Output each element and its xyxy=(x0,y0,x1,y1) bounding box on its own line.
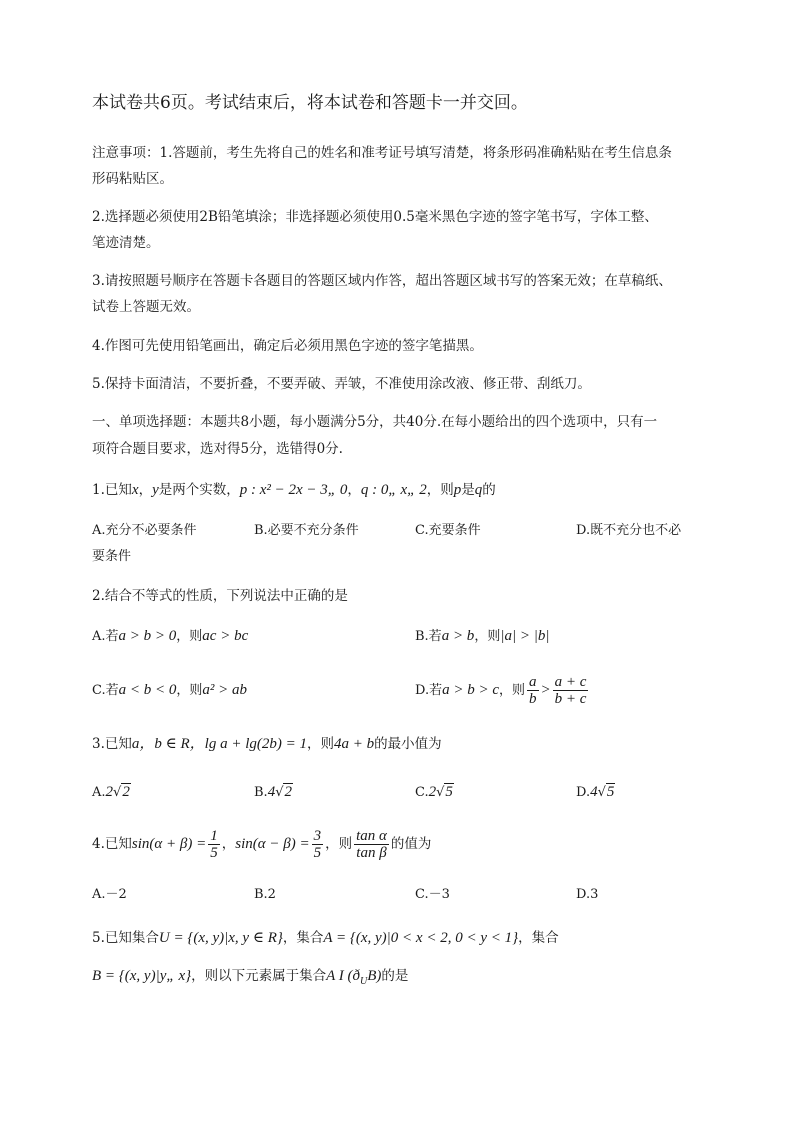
q3-option-c: C.2√5 xyxy=(415,784,453,800)
q1-option-d-line-2: 要条件 xyxy=(92,549,132,564)
q5-set-u: U = {(x, y)|x, y ∈ R} xyxy=(158,930,283,946)
section-1-line-1: 一、单项选择题：本题共8小题，每小题满分5分，共40分.在每小题给出的四个选项中，只有一 xyxy=(92,414,658,430)
q3-expression: 4a + b xyxy=(333,736,375,752)
q2-d-fraction-1: $\frac{a}{b}$ xyxy=(529,674,537,707)
q4-option-a: A.－2 xyxy=(92,887,127,902)
question-4-stem: 4.已知sin(α + β) = $\frac{1}{5}$ ，sin(α − β) = $\frac{3}{5}$ ，则 $\frac{\text{tan α}}{\text{tan β}}$ 的值为 xyxy=(92,828,432,861)
question-5-line-1: 5.已知集合U = {(x, y)|x, y ∈ R}，集合A = {(x, y)|0 < x < 2, 0 < y < 1}，集合 xyxy=(92,930,559,946)
q3-condition: a，b ∈ R，lg a + lg(2b) = 1 xyxy=(131,736,307,752)
question-1-stem xyxy=(92,480,496,500)
q1-then: ，则 xyxy=(426,482,454,498)
q1-prefix: 1.已知 xyxy=(92,482,132,498)
note-4: 4.作图可先使用铅笔画出，确定后必须用黑色字迹的签字笔描黑。 xyxy=(92,338,483,354)
q1-var-y: y xyxy=(152,482,159,498)
q1-option-b: B.必要不充分条件 xyxy=(254,523,359,538)
q4-option-c: C.－3 xyxy=(415,887,450,902)
q4-option-d: D.3 xyxy=(576,887,599,902)
note-3-line-2: 试卷上答题无效。 xyxy=(92,299,200,315)
q2-option-a: A.若a > b > 0，则ac > bc xyxy=(92,628,249,644)
q5-expression: A I $(ð_UB)$ xyxy=(326,968,382,987)
q1-is: 是 xyxy=(461,482,475,498)
q5-set-a: A = {(x, y)|0 < x < 2, 0 < y < 1} xyxy=(323,930,519,946)
note-2-line-2: 笔迹清楚。 xyxy=(92,235,160,251)
exam-intro: 本试卷共6页。考试结束后，将本试卷和答题卡一并交回。 xyxy=(92,93,528,113)
q1-var-x: x xyxy=(131,482,139,498)
note-5: 5.保持卡面清洁，不要折叠，不要弄破、弄皱，不准使用涂改液、修正带、刮纸刀。 xyxy=(92,376,591,392)
q4-option-b: B.2 xyxy=(254,887,276,902)
q1-q-statement: q : 0„ x„ 2 xyxy=(360,482,427,498)
q1-q: q xyxy=(474,482,483,498)
q1-sep: ， xyxy=(138,482,153,498)
q4-fraction-1: $\frac{1}{5}$ xyxy=(210,828,218,861)
q3-option-a: A.2√2 xyxy=(92,784,130,800)
q2-option-c: C.若a < b < 0，则a² > ab xyxy=(92,682,248,698)
q4-fraction-2: $\frac{3}{5}$ xyxy=(313,828,322,861)
section-1-line-2: 项符合题目要求，选对得5分，选错得0分. xyxy=(92,441,343,457)
q3-option-d: D.4√5 xyxy=(576,784,615,800)
q4-fraction-tan: $\frac{\text{tan α}}{\text{tan β}}$ xyxy=(356,828,387,861)
q1-option-a: A.充分不必要条件 xyxy=(92,523,197,538)
note-1-line-2: 形码粘贴区。 xyxy=(92,171,173,187)
q2-d-fraction-2: $\frac{a + c}{b + c}$ xyxy=(554,674,587,707)
q3-option-b: B.4√2 xyxy=(254,784,292,800)
q5-set-b: B = {(x, y)|y„ x} xyxy=(92,968,192,984)
q2-option-d: D.若a > b > c，则 $\frac{a}{b}$ > $\frac{a + c}{b + c}$ xyxy=(415,674,587,707)
q2-option-b: B.若a > b，则|a| > |b| xyxy=(415,628,550,644)
note-1-line-1: 注意事项：1.答题前，考生先将自己的姓名和准考证号填写清楚，将条形码准确粘贴在考生信息条 xyxy=(92,145,672,161)
q1-p: p xyxy=(453,482,462,498)
q1-end: 的 xyxy=(482,482,496,498)
q1-sep-2: ， xyxy=(347,482,361,498)
q1-option-d-line-1: D.既不充分也不必 xyxy=(576,523,682,538)
q1-mid: 是两个实数， xyxy=(158,482,240,498)
note-3-line-1: 3.请按照题号顺序在答题卡各题目的答题区域内作答，超出答题区域书写的答案无效；在草稿纸、 xyxy=(92,273,672,289)
question-2-stem: 2.结合不等式的性质，下列说法中正确的是 xyxy=(92,588,348,604)
question-3-stem: 3.已知a，b ∈ R，lg a + lg(2b) = 1，则4a + b的最小值为 xyxy=(92,736,442,752)
note-2-line-1: 2.选择题必须使用2B铅笔填涂；非选择题必须使用0.5毫米黑色字迹的签字笔书写，字体工整、 xyxy=(92,209,658,225)
q1-p-statement: p : x² − 2x − 3„ 0 xyxy=(239,482,348,498)
q1-option-c: C.充要条件 xyxy=(415,523,481,538)
question-5-line-2: B = {(x, y)|y„ x}，则以下元素属于集合A I $(ð_UB)$的是 xyxy=(92,968,409,987)
